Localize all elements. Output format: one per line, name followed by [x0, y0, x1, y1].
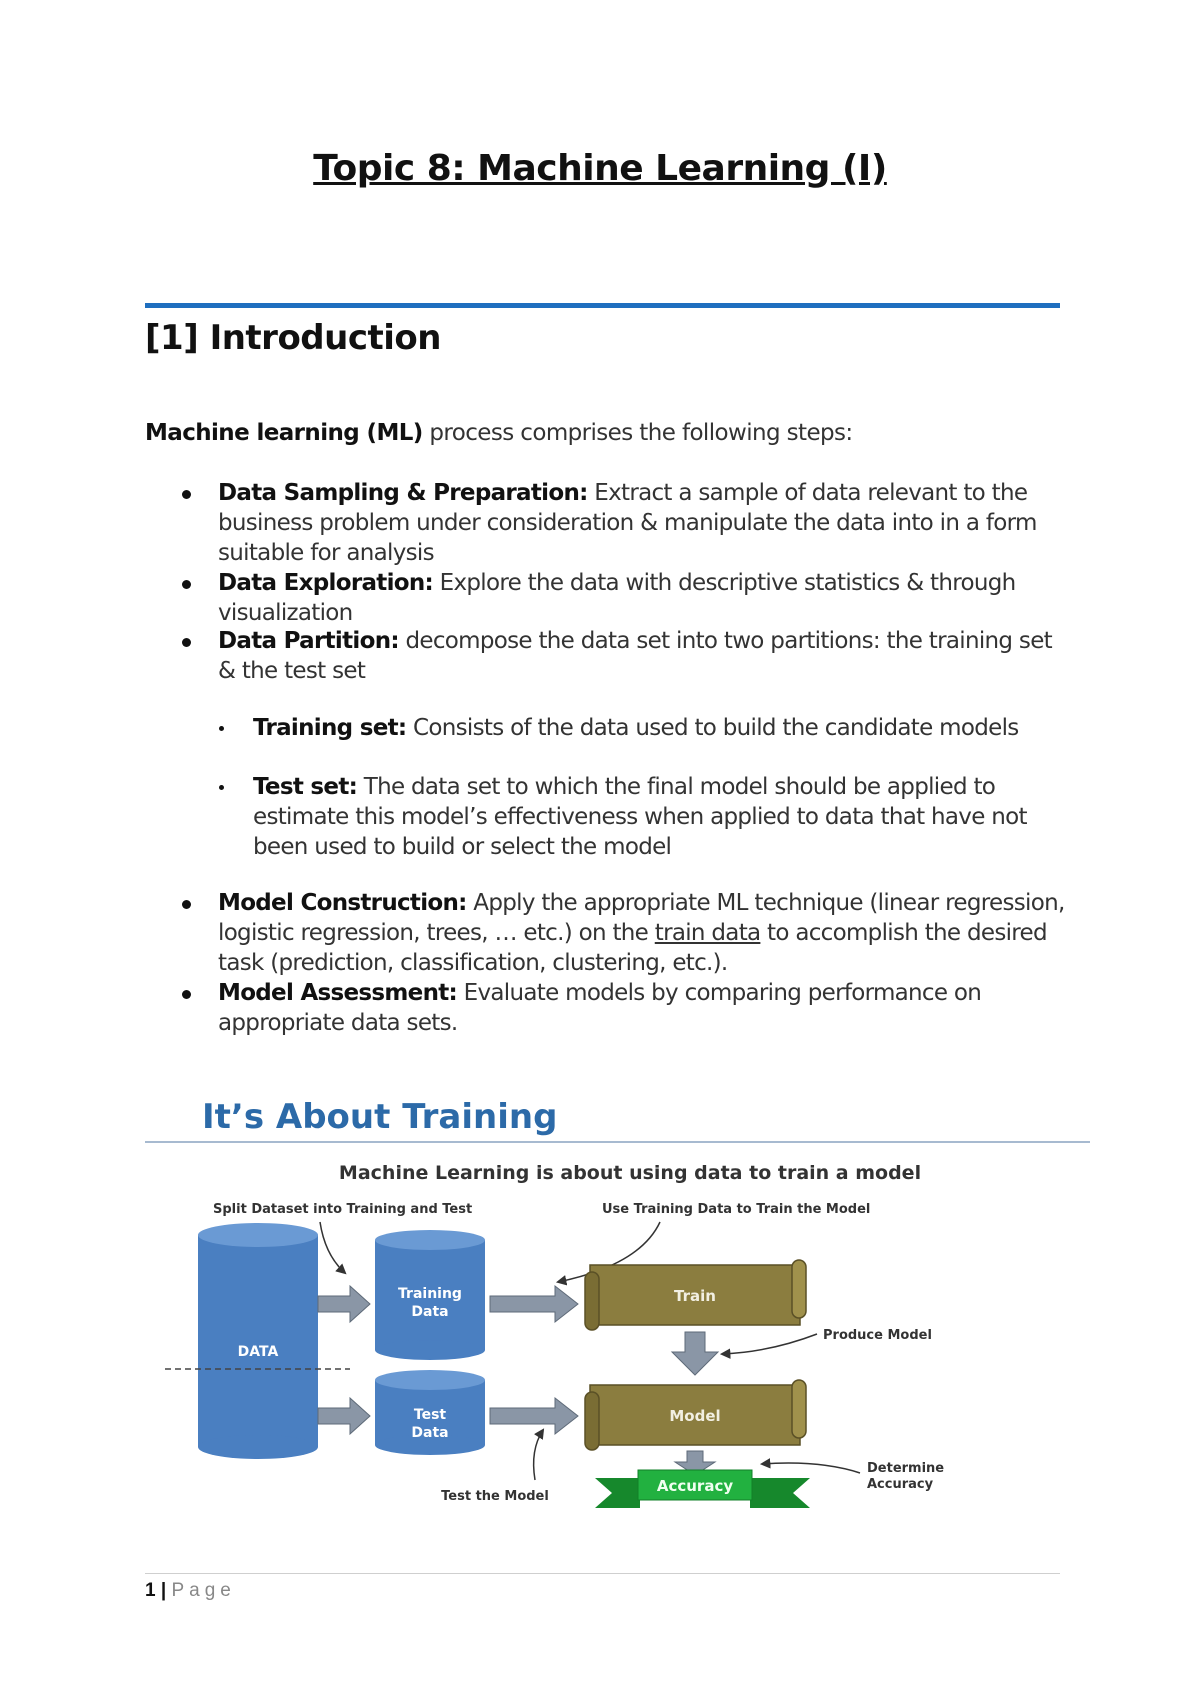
produce-callout-arrow — [722, 1334, 817, 1354]
note-train-use: Use Training Data to Train the Model — [602, 1202, 871, 1217]
page-title: Topic 8: Machine Learning (I) — [313, 148, 887, 189]
figure-subtitle: Machine Learning is about using data to train a model — [338, 1162, 922, 1184]
accuracy-label: Accuracy — [656, 1477, 734, 1495]
arrow-to-training — [318, 1286, 370, 1322]
arrow-to-test — [318, 1398, 370, 1434]
data-cylinder — [198, 1223, 318, 1459]
intro-term: Machine learning (ML) — [145, 420, 423, 446]
bullet-icon — [182, 900, 191, 909]
split-callout-arrow — [320, 1222, 345, 1273]
list-item — [218, 568, 1068, 628]
test-label-1: Test — [413, 1407, 447, 1423]
test-callout-arrow — [534, 1430, 543, 1480]
section-rule — [145, 303, 1060, 308]
step-label: Model Construction: — [218, 890, 467, 916]
step-text: Evaluate models by comparing performance on appropriate data sets. — [218, 980, 982, 1036]
underlined-term: train data — [654, 920, 761, 946]
bullet-icon — [182, 490, 191, 499]
bullet-icon — [182, 580, 191, 589]
step-text: Apply the appropriate ML technique (linear regression, logistic regression, trees, … etc.) on the — [218, 890, 1065, 946]
arrow-to-train — [490, 1286, 578, 1322]
intro-text: process comprises the following steps: — [422, 420, 853, 446]
note-determine-2: Accuracy — [867, 1477, 934, 1492]
data-label: DATA — [237, 1344, 279, 1360]
step-text: to accomplish the desired task (prediction, classification, clustering, etc.). — [218, 920, 1047, 976]
determine-callout-arrow — [762, 1463, 860, 1473]
note-produce: Produce Model — [823, 1328, 932, 1343]
step-text: Extract a sample of data relevant to the business problem under consideration & manipulate the data into in a form suitable for analysis — [218, 480, 1037, 566]
figure-heading: It’s About Training — [202, 1097, 558, 1137]
small-bullet-icon — [219, 726, 224, 731]
step-label: Data Sampling & Preparation: — [218, 480, 588, 506]
train-label: Train — [674, 1287, 716, 1305]
step-label: Data Partition: — [218, 628, 399, 654]
step-label: Data Exploration: — [218, 570, 434, 596]
test-label-2: Data — [411, 1425, 449, 1441]
step-label: Model Assessment: — [218, 980, 458, 1006]
arrow-train-to-model — [672, 1332, 718, 1375]
note-determine-1: Determine — [867, 1461, 945, 1476]
page-word: Page — [171, 1580, 236, 1601]
list-item — [218, 978, 1068, 1038]
small-bullet-icon — [219, 785, 224, 790]
sub-step-label: Training set: — [253, 715, 407, 741]
sub-step-text: Consists of the data used to build the candidate models — [406, 715, 1019, 741]
training-label-1: Training — [398, 1286, 462, 1302]
arrow-to-model — [490, 1398, 578, 1434]
model-label: Model — [669, 1407, 721, 1425]
list-item — [218, 478, 1068, 568]
ml-training-diagram — [140, 1090, 1090, 1530]
step-text: decompose the data set into two partitions: the training set & the test set — [218, 628, 1052, 684]
training-label-2: Data — [411, 1304, 449, 1320]
note-split: Split Dataset into Training and Test — [213, 1202, 473, 1217]
note-test: Test the Model — [441, 1489, 549, 1504]
sub-step-text: The data set to which the final model should be applied to estimate this model’s effectiveness when applied to data that have not been used to build or select the model — [253, 774, 1027, 860]
intro-paragraph — [145, 420, 853, 446]
sub-list-item — [253, 772, 1073, 862]
list-item — [218, 626, 1068, 686]
page-number: 1 — [145, 1580, 156, 1601]
page-footer — [145, 1580, 236, 1602]
sub-list-item — [253, 713, 1073, 743]
section-heading: [1] Introduction — [145, 318, 441, 358]
sub-step-label: Test set: — [253, 774, 358, 800]
footer-separator: | — [155, 1580, 172, 1601]
step-text: Explore the data with descriptive statistics & through visualization — [218, 570, 1016, 626]
bullet-icon — [182, 638, 191, 647]
footer-rule — [145, 1573, 1060, 1574]
bullet-icon — [182, 990, 191, 999]
list-item — [218, 888, 1068, 978]
